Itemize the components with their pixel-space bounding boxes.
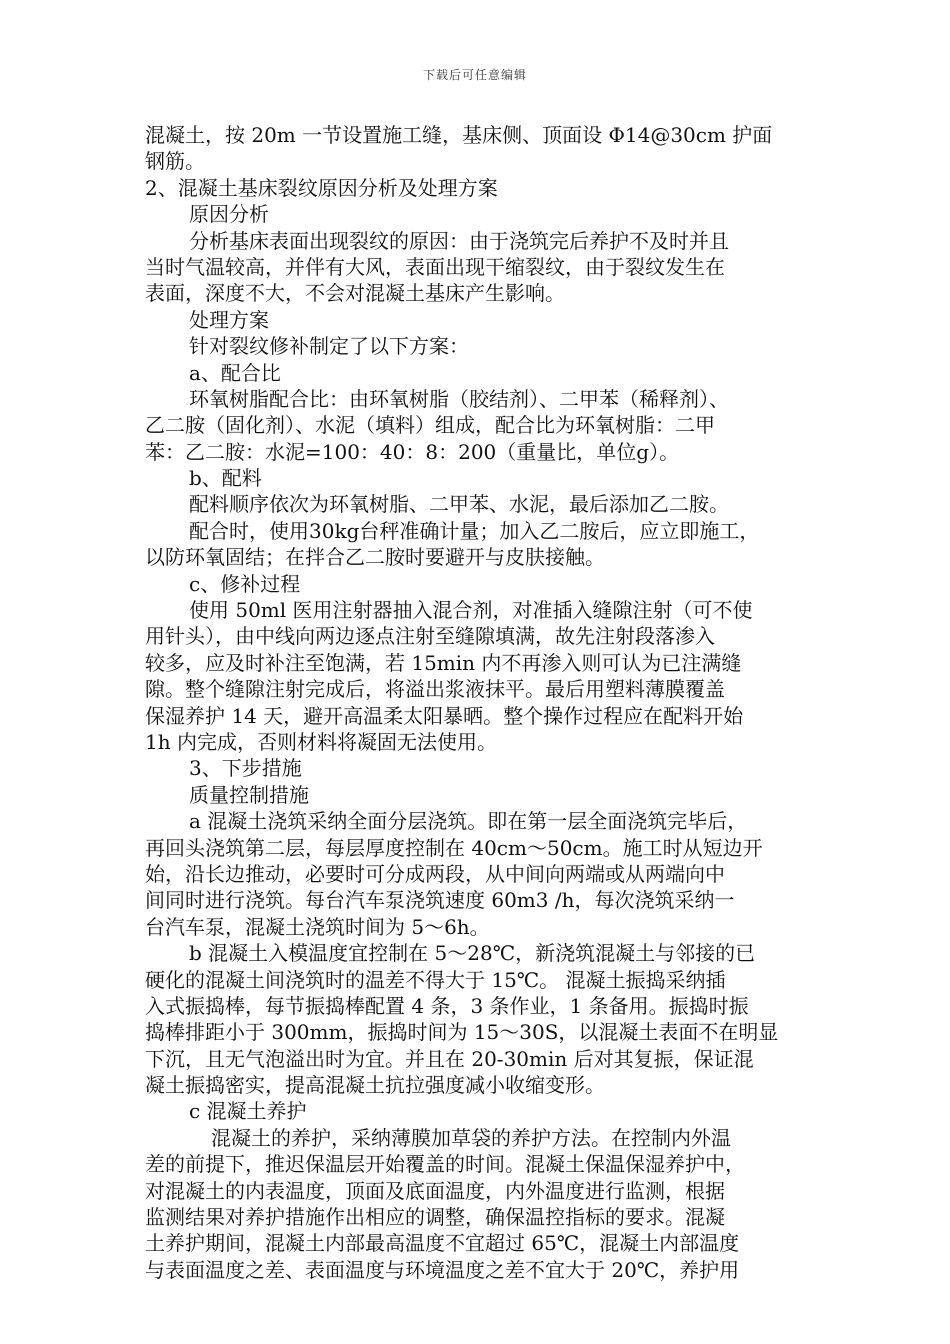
text-line: c、修补过程 — [189, 571, 301, 596]
text-line: 入式振捣棒，每节振捣棒配置 4 条，3 条作业，1 条备用。振捣时振 — [145, 993, 749, 1018]
text-line: a、配合比 — [189, 360, 281, 385]
text-line: 3、下步措施 — [189, 756, 302, 781]
text-line: 土养护期间，混凝土内部最高温度不宜超过 65℃，混凝土内部温度 — [145, 1231, 740, 1256]
text-line: c 混凝土养护 — [189, 1099, 307, 1124]
text-line: 较多，应及时补注至饱满，若 15min 内不再渗入则可认为已注满缝 — [145, 650, 742, 675]
text-line: 乙二胺（固化剂）、水泥（填料）组成，配合比为环氧树脂：二甲 — [145, 413, 715, 438]
text-line: 硬化的混凝土间浇筑时的温差不得大于 15℃。 混凝土振捣采纳插 — [145, 967, 726, 992]
page-header: 下载后可任意编辑 — [422, 68, 527, 82]
text-line: 始，沿长边推动，必要时可分成两段，从中间向两端或从两端向中 — [145, 861, 725, 886]
text-line: 监测结果对养护措施作出相应的调整，确保温控指标的要求。混凝 — [145, 1205, 725, 1230]
text-line: 当时气温较高，并伴有大风，表面出现干缩裂纹，由于裂纹发生在 — [145, 254, 725, 279]
text-line: b、配料 — [189, 466, 262, 491]
text-line: 2、混凝土基床裂纹原因分析及处理方案 — [145, 175, 498, 200]
text-line: 间同时进行浇筑。每台汽车泵浇筑速度 60m3 /h，每次浇筑采纳一 — [145, 888, 735, 913]
text-line: 混凝土，按 20m 一节设置施工缝，基床侧、顶面设 Φ14@30cm 护面 — [145, 123, 773, 147]
text-line: 混凝土的养护，采纳薄膜加草袋的养护方法。在控制内外温 — [211, 1125, 731, 1150]
text-line: 配合时，使用30kg台秤准确计量；加入乙二胺后，应立即施工， — [189, 518, 760, 543]
text-line: 环氧树脂配合比：由环氧树脂（胶结剂）、二甲苯（稀释剂）、 — [189, 386, 729, 411]
text-line: 隙。整个缝隙注射完成后，将溢出浆液抹平。最后用塑料薄膜覆盖 — [145, 677, 725, 702]
text-line: 钢筋。 — [145, 149, 205, 174]
text-line: 1h 内完成，否则材料将凝固无法使用。 — [145, 729, 497, 754]
text-line: 分析基床表面出现裂纹的原因：由于浇筑完后养护不及时并且 — [189, 228, 729, 253]
text-line: a 混凝土浇筑采纳全面分层浇筑。即在第一层全面浇筑完毕后， — [189, 809, 748, 834]
text-line: 针对裂纹修补制定了以下方案： — [189, 334, 469, 359]
text-line: 与表面温度之差、表面温度与环境温度之差不宜大于 20℃，养护用 — [145, 1257, 740, 1282]
text-line: 捣棒排距小于 300mm，振捣时间为 15～30S，以混凝土表面不在明显 — [145, 1020, 779, 1045]
text-line: 下沉，且无气泡溢出时为宜。并且在 20-30min 后对其复振，保证混 — [145, 1046, 754, 1071]
text-line: 原因分析 — [189, 202, 269, 227]
text-line: 质量控制措施 — [189, 782, 309, 807]
text-line: 处理方案 — [189, 307, 269, 332]
text-line: 用针头），由中线向两边逐点注射至缝隙填满，故先注射段落渗入 — [145, 624, 715, 649]
text-line: 对混凝土的内表温度，顶面及底面温度，内外温度进行监测，根据 — [145, 1178, 725, 1203]
text-line: 台汽车泵，混凝土浇筑时间为 5～6h。 — [145, 914, 490, 939]
text-line: 使用 50ml 医用注射器抽入混合剂，对准插入缝隙注射（可不使 — [189, 598, 753, 623]
document-body — [145, 122, 815, 1283]
text-line: 表面，深度不大，不会对混凝土基床产生影响。 — [145, 281, 565, 306]
text-line: 差的前提下，推迟保温层开始覆盖的时间。混凝土保温保湿养护中， — [145, 1152, 745, 1177]
text-line: 配料顺序依次为环氧树脂、二甲苯、水泥，最后添加乙二胺。 — [189, 492, 729, 517]
text-line: b 混凝土入模温度宜控制在 5～28℃，新浇筑混凝土与邻接的已 — [189, 941, 756, 966]
text-line: 再回头浇筑第二层，每层厚度控制在 40cm～50cm。施工时从短边开 — [145, 835, 763, 860]
text-line: 凝土振捣密实，提高混凝土抗拉强度减小收缩变形。 — [145, 1073, 605, 1098]
text-line: 苯：乙二胺：水泥=100：40：8：200（重量比，单位g）。 — [145, 439, 680, 464]
text-line: 以防环氧固结；在拌合乙二胺时要避开与皮肤接触。 — [145, 545, 605, 570]
text-line: 保湿养护 14 天，避开高温柔太阳暴晒。整个操作过程应在配料开始 — [145, 703, 744, 728]
